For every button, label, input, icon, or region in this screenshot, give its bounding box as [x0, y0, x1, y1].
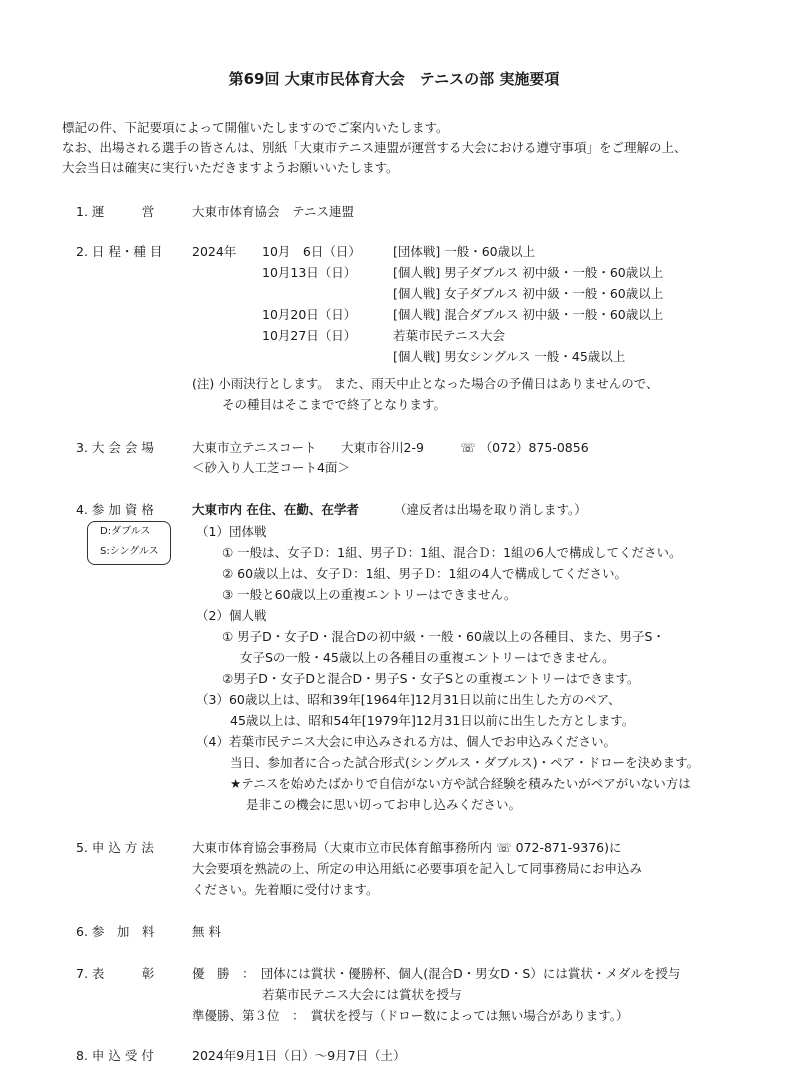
- intro-line: 大会当日は確実に実行いただきますようお願いいたします。: [62, 160, 399, 175]
- eligibility-line: 当日、参加者に合った試合形式(シングルス・ダブルス)・ペア・ドローを決めます。: [230, 755, 700, 770]
- schedule-event: [個人戦] 男女シングルス 一般・45歳以上: [393, 349, 626, 364]
- eligibility-note: （違反者は出場を取り消します。）: [394, 502, 587, 517]
- intro-line: 標記の件、下記要項によって開催いたしますのでご案内いたします。: [62, 120, 449, 135]
- eligibility-line: ★テニスを始めたばかりで自信がない方や試合経験を積みたいがペアがいない方は: [230, 776, 691, 791]
- venue-court: ＜砂入り人工芝コート4面＞: [192, 460, 350, 475]
- venue-name: 大東市立テニスコート: [192, 440, 317, 455]
- venue-address: 大東市谷川2-9: [341, 440, 424, 455]
- schedule-event: [団体戦] 一般・60歳以上: [393, 244, 536, 259]
- section-label: 4. 参 加 資 格: [76, 502, 154, 517]
- schedule-event: [個人戦] 男子ダブルス 初中級・一般・60歳以上: [393, 265, 664, 280]
- schedule-note: (注) 小雨決行とします。 また、雨天中止となった場合の予備日はありませんので、: [192, 376, 659, 391]
- application-line: 大東市体育協会事務局（大東市立市民体育館事務所内 ☏ 072-871-9376)に: [192, 840, 622, 855]
- schedule-date: 10月 6日（日）: [262, 244, 361, 259]
- section-label: 1. 運 営: [76, 204, 155, 219]
- eligibility-line: 45歳以上は、昭和54年[1979年]12月31日以前に出生した方とします。: [230, 713, 635, 728]
- legend-singles: S:シングルス: [100, 546, 159, 557]
- section-label: 3. 大 会 会 場: [76, 440, 154, 455]
- section-label: 6. 参 加 料: [76, 924, 155, 939]
- organizer: 大東市体育協会 テニス連盟: [192, 204, 355, 219]
- legend-doubles: D:ダブルス: [100, 526, 151, 537]
- application-line: ください。先着順に受付けます。: [192, 882, 379, 897]
- schedule-event: [個人戦] 女子ダブルス 初中級・一般・60歳以上: [393, 286, 664, 301]
- venue-phone: ☏ （072）875-0856: [460, 440, 589, 455]
- eligibility-line: （1）団体戦: [196, 524, 267, 539]
- entry-fee: 無 料: [192, 924, 221, 939]
- section-label: 5. 申 込 方 法: [76, 840, 154, 855]
- eligibility-line: ② 60歳以上は、女子Ｄ：1組、男子Ｄ：1組の4人で構成してください。: [222, 566, 627, 581]
- award-line: 準優勝、第３位 ： 賞状を授与（ドロー数によっては無い場合があります。）: [192, 1008, 629, 1023]
- eligibility-heading: 大東市内 在住、在勤、在学者: [192, 502, 359, 517]
- page-title: 第69回 大東市民体育大会 テニスの部 実施要項: [228, 70, 560, 88]
- eligibility-line: （4）若葉市民テニス大会に申込みされる方は、個人でお申込みください。: [196, 734, 616, 749]
- schedule-note: その種目はそこまでで終了となります。: [222, 397, 447, 412]
- section-label: 7. 表 彰: [76, 966, 155, 981]
- schedule-date: 10月13日（日）: [262, 265, 357, 280]
- schedule-event: [個人戦] 混合ダブルス 初中級・一般・60歳以上: [393, 307, 664, 322]
- eligibility-line: （2）個人戦: [196, 608, 267, 623]
- schedule-date: 10月27日（日）: [262, 328, 357, 343]
- section-label: 2. 日 程・種 目: [76, 244, 163, 259]
- schedule-date: 10月20日（日）: [262, 307, 357, 322]
- schedule-event: 若葉市民テニス大会: [393, 328, 506, 343]
- eligibility-line: （3）60歳以上は、昭和39年[1964年]12月31日以前に出生した方のペア、: [196, 692, 621, 707]
- schedule-year: 2024年: [192, 244, 237, 259]
- eligibility-line: ③ 一般と60歳以上の重複エントリーはできません。: [222, 587, 517, 602]
- eligibility-line: 女子Sの一般・45歳以上の各種目の重複エントリーはできません。: [240, 650, 615, 665]
- intro-line: なお、出場される選手の皆さんは、別紙「大東市テニス連盟が運営する大会における遵守事項」をご理解の上、: [62, 140, 687, 155]
- application-period: 2024年9月1日（日）～9月7日（土）: [192, 1048, 406, 1063]
- eligibility-line: ②男子D・女子Dと混合D・男子S・女子Sとの重複エントリーはできます。: [222, 671, 640, 686]
- eligibility-line: ① 男子D・女子D・混合Dの初中級・一般・60歳以上の各種目、また、男子S・: [222, 629, 665, 644]
- eligibility-line: ① 一般は、女子Ｄ：1組、男子Ｄ：1組、混合Ｄ：1組の6人で構成してください。: [222, 545, 682, 560]
- award-line: 優 勝 ： 団体には賞状・優勝杯、個人(混合D・男女D・S）には賞状・メダルを授与: [192, 966, 681, 981]
- section-label: 8. 申 込 受 付: [76, 1048, 154, 1063]
- eligibility-line: 是非この機会に思い切ってお申し込みください。: [246, 797, 522, 812]
- award-line: 若葉市民テニス大会には賞状を授与: [262, 987, 462, 1002]
- application-line: 大会要項を熟読の上、所定の申込用紙に必要事項を記入して同事務局にお申込み: [192, 861, 643, 876]
